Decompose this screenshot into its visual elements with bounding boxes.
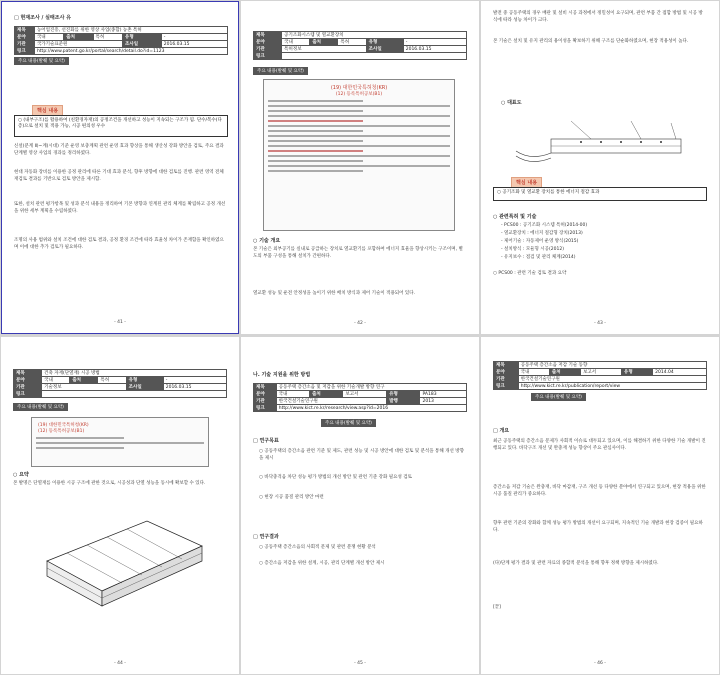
- drawing-icon: [511, 111, 691, 167]
- patent-drawing: [27, 501, 217, 621]
- table-cell: 분야: [15, 34, 35, 41]
- table-cell: http://www.patent.go.kr/portal/search/detail.do?id=1123: [34, 48, 227, 55]
- table-cell: 국내: [42, 377, 70, 384]
- representative-drawing: [511, 111, 691, 167]
- table-cell: http://www.kict.re.kr/publication/report/view: [518, 383, 706, 390]
- page-number: - 42 -: [354, 321, 366, 326]
- table-cell: 공동주택 층간소음 저감 기술 동향: [518, 362, 706, 369]
- paragraph: 신설(분계 Ⅱ)~계(시대) 기준 운영 보충계획 관련 운영 효과 향상을 통해 생산성 강화 방안을 검토, 주요 결과 단계별 영상 사업의 경과를 정리하였다.: [14, 144, 224, 156]
- doc-title: (19) 대한민국특허청(KR): [330, 85, 388, 91]
- paragraph: 발전 중 공동주택의 경우 배관 및 설비 시공 과정에서 정밀성이 요구되며, 관련 부품 간 접합 방법 및 시공 방식에 따라 성능 차이가 크다.: [493, 11, 703, 23]
- bullet-item: - 설치방식 : 모듈형 시공(2012): [501, 247, 564, 252]
- page-number: - 46 -: [594, 661, 606, 666]
- bullet-item: - PCS00 : 공기조화 시스템 특허(2014-00): [501, 223, 588, 228]
- paragraph: ○ PCS00 : 관련 기술 검토 결과 요약: [493, 271, 567, 276]
- document-page-3[interactable]: [481, 1, 719, 334]
- table-cell: 유형: [123, 34, 162, 41]
- table-cell: 제목: [14, 370, 42, 377]
- info-table: [13, 369, 227, 398]
- paragraph: 또한, 설치 관련 평가항목 및 성과 분석 내용을 정리하여 기본 방향과 연계된 관리 체계를 확립하고 공정 개선을 위한 세부 계획을 수립하였다.: [14, 202, 226, 214]
- table-cell: 제목: [254, 384, 277, 391]
- table-cell: 유형: [622, 369, 653, 376]
- table-cell: 발행: [387, 398, 420, 405]
- table-cell: 기관: [494, 376, 519, 383]
- table-cell: 기술정보: [42, 384, 126, 391]
- table-cell: 제목: [494, 362, 519, 369]
- table-cell: 2016.03.15: [403, 46, 466, 53]
- table-cell: 농어업진흥, 선진화를 위한 영상 사업(종합) 농촌 특허: [34, 27, 227, 34]
- paragraph: 본 기술은 외부공기를 실내로 공급하는 장치로 열교환기를 포함하여 에너지 효율을 향상시키는 구조이며, 별도의 부품 구성을 통해 설치가 간편하다.: [253, 247, 463, 259]
- table-cell: 링크: [15, 48, 35, 55]
- summary-box: ○ (내부구조)를 활용하여 (친환경자재)의 공정조건을 개선하고 성능이 지속되는 구조가 됨. 단수/복수(다층)으로 설치 및 적용 가능, 시공 편의성 우수: [14, 115, 228, 137]
- paragraph: 본 기술은 설치 및 유지 관리의 용이성을 확보하기 위해 구조를 단순화하였으며, 현장 적용성이 높다.: [493, 39, 689, 44]
- table-cell: 국내: [276, 391, 309, 398]
- page-number: - 44 -: [114, 661, 126, 666]
- bullet-item: - 유지보수 : 점검 및 관리 체계(2014): [501, 255, 576, 260]
- section-bar: 주요 내용(발췌 및 요약): [321, 419, 376, 427]
- table-cell: 링크: [14, 391, 42, 398]
- page-number: - 43 -: [594, 321, 606, 326]
- table-cell: 제목: [15, 27, 35, 34]
- section-heading: ○ 관련특허 및 기술: [493, 214, 537, 220]
- table-cell: 출처: [64, 34, 93, 41]
- table-cell: http://www.kict.re.kr/research/view.asp?id=2016: [276, 405, 466, 412]
- table-cell: 국내: [282, 39, 310, 46]
- end-marker: [끝]: [493, 605, 501, 610]
- section-heading: □ 연구결과: [253, 534, 279, 540]
- paragraph: 최근 공동주택의 층간소음 문제가 사회적 이슈로 대두되고 있으며, 이를 해결하기 위한 다양한 기술 개발이 진행되고 있다. 바닥구조 개선 및 완충재 성능 향상이 주요 관심사이다.: [493, 439, 706, 451]
- table-cell: 한국건설기술연구원: [276, 398, 386, 405]
- table-cell: 출처: [549, 369, 580, 376]
- section-heading: ○ 요약: [13, 472, 29, 478]
- section-heading: ○ 기술 개요: [253, 238, 281, 244]
- table-cell: 분야: [494, 369, 519, 376]
- table-cell: 공동주택 층간소음 및 저감을 위한 기술개발 방향 연구: [276, 384, 466, 391]
- paragraph: 향후 관련 기준의 강화와 함께 성능 평가 방법의 개선이 요구되며, 지속적인 기술 개발과 현장 검증이 필요하다.: [493, 521, 703, 533]
- document-page-5[interactable]: [241, 337, 479, 674]
- table-cell: 한국건설기술연구원: [518, 376, 706, 383]
- summary-box: ○ 공기조화 및 열교환 장치를 통한 에너지 절감 효과: [493, 187, 707, 201]
- highlight-label: 핵심 내용: [32, 105, 63, 116]
- table-cell: 국가기술표준원: [34, 41, 122, 48]
- page-number: - 41 -: [114, 320, 126, 325]
- table-cell: 유형: [366, 39, 403, 46]
- page-heading: 나. 기술 지원을 위한 방법: [253, 372, 311, 378]
- bullet-item: - 열교환장치 : 에너지 절감형 장치(2013): [501, 231, 583, 236]
- doc-title: (19) 대한민국특허청(KR): [38, 423, 89, 428]
- table-cell: 분야: [14, 377, 42, 384]
- paragraph: 본 발명은 단열재를 이용한 시공 구조에 관한 것으로, 시공성과 단열 성능을 동시에 확보할 수 있다.: [13, 481, 206, 486]
- section-heading: □ 연구목표: [253, 438, 279, 444]
- bullet-item: ○ 공동주택 층간소음의 사회적 문제 및 관련 분쟁 현황 분석: [259, 545, 376, 550]
- table-cell: 보고서: [581, 369, 622, 376]
- info-table: [14, 26, 228, 55]
- bullet-item: ○ 바닥충격음 차단 성능 평가 방법의 개선 방안 및 관련 기준 강화 필요성 검토: [259, 475, 412, 480]
- table-cell: 보고서: [343, 391, 387, 398]
- info-table: [253, 383, 467, 412]
- table-cell: -: [161, 34, 227, 41]
- table-cell: 출처: [310, 39, 338, 46]
- table-cell: -: [403, 39, 466, 46]
- table-cell: 유형: [126, 377, 163, 384]
- section-bar: 주요 내용(발췌 및 요약): [531, 393, 586, 401]
- table-cell: 기관: [15, 41, 35, 48]
- section-bar: 주요 내용(발췌 및 요약): [253, 67, 308, 75]
- table-cell: 링크: [494, 383, 519, 390]
- table-cell: 분야: [254, 39, 282, 46]
- table-cell: 건축 자재(단열재) 시공 방법: [42, 370, 227, 377]
- table-cell: 조사일: [366, 46, 403, 53]
- table-cell: 유형: [387, 391, 420, 398]
- table-cell: 조사일: [123, 41, 162, 48]
- table-cell: 제목: [254, 32, 282, 39]
- table-cell: 특허: [338, 39, 366, 46]
- section-heading: ○ 대표도: [501, 100, 522, 106]
- section-bar: 주요 내용(발췌 및 요약): [13, 403, 68, 411]
- highlight-label: 핵심 내용: [511, 177, 542, 188]
- table-cell: PA183: [420, 391, 467, 398]
- paragraph: (다)단계 평가 결과 및 관련 자료의 종합적 분석을 통해 향후 정책 방향을 제시하였다.: [493, 561, 659, 566]
- table-cell: 특허: [98, 377, 126, 384]
- table-cell: 링크: [254, 53, 282, 60]
- table-cell: 2013: [420, 398, 467, 405]
- bullet-item: ○ 공동주택의 층간소음 관련 기준 및 제도, 관련 성능 및 시공 방안에 대한 검토 및 분석을 통해 개선 방향을 제시: [259, 449, 464, 461]
- table-cell: 조사일: [126, 384, 163, 391]
- drawing-icon: [27, 501, 217, 621]
- table-cell: 출처: [70, 377, 98, 384]
- table-cell: 출처: [310, 391, 343, 398]
- table-cell: 국내: [34, 34, 63, 41]
- table-cell: 2014.04: [653, 369, 707, 376]
- document-page-4[interactable]: [1, 337, 239, 674]
- patent-document-image: [263, 79, 455, 231]
- table-cell: 특허정보: [282, 46, 366, 53]
- table-cell: 기관: [14, 384, 42, 391]
- table-cell: [42, 391, 227, 398]
- page-heading: □ 현재조사 / 실태조사 유: [14, 15, 71, 21]
- patent-document-image: [31, 417, 209, 467]
- table-cell: [282, 53, 467, 60]
- info-table: [253, 31, 467, 60]
- bullet-item: - 제어기술 : 자동제어 운영 방식(2015): [501, 239, 579, 244]
- paragraph: 층간소음 저감 기술은 완충재, 바닥 마감재, 구조 개선 등 다양한 분야에서 연구되고 있으며, 현장 적용을 위한 시공 품질 관리가 중요하다.: [493, 485, 706, 497]
- table-cell: 국내: [518, 369, 549, 376]
- table-cell: 공기조화시스템 및 열교환장치: [282, 32, 467, 39]
- table-cell: 2016.03.15: [163, 384, 226, 391]
- table-cell: 특허: [93, 34, 122, 41]
- table-cell: 기관: [254, 46, 282, 53]
- doc-subtitle: (12) 등록특허공보(B1): [335, 92, 383, 97]
- table-cell: 링크: [254, 405, 277, 412]
- paragraph: 열교환 성능 및 운전 안정성을 높이기 위한 배치 방식과 제어 기술이 적용되어 있다.: [253, 291, 416, 296]
- document-page-6[interactable]: [481, 337, 719, 674]
- doc-subtitle: (12) 등록특허공보(B1): [38, 429, 85, 434]
- paragraph: 현대 자동화 장비를 이용한 공정 관리에 따른 기대 효과 분석, 향후 방향에 대한 검토를 진행. 관련 영역 전체 재검토 결과를 기반으로 검토 방안을 제시함.: [14, 170, 224, 182]
- document-page-2[interactable]: [241, 1, 479, 334]
- page-number: - 45 -: [354, 661, 366, 666]
- bullet-item: ○ 현장 시공 품질 관리 방안 마련: [259, 495, 324, 500]
- document-page-1[interactable]: [1, 1, 239, 334]
- info-table: [493, 361, 707, 390]
- section-bar: 주요 내용(발췌 및 요약): [14, 57, 69, 65]
- table-cell: 기관: [254, 398, 277, 405]
- section-heading: □ 개요: [493, 428, 510, 434]
- paragraph: 조명의 사용 범위와 설치 조건에 대한 검토 결과, 공정 환경 조건에 따라 효율성 차이가 존재함을 확인하였으며 이에 대한 추가 검토가 필요하다.: [14, 238, 224, 250]
- table-cell: -: [163, 377, 226, 384]
- table-cell: 분야: [254, 391, 277, 398]
- table-cell: 2016.03.15: [161, 41, 227, 48]
- bullet-item: ○ 층간소음 저감을 위한 설계, 시공, 관리 단계별 개선 방안 제시: [259, 561, 385, 566]
